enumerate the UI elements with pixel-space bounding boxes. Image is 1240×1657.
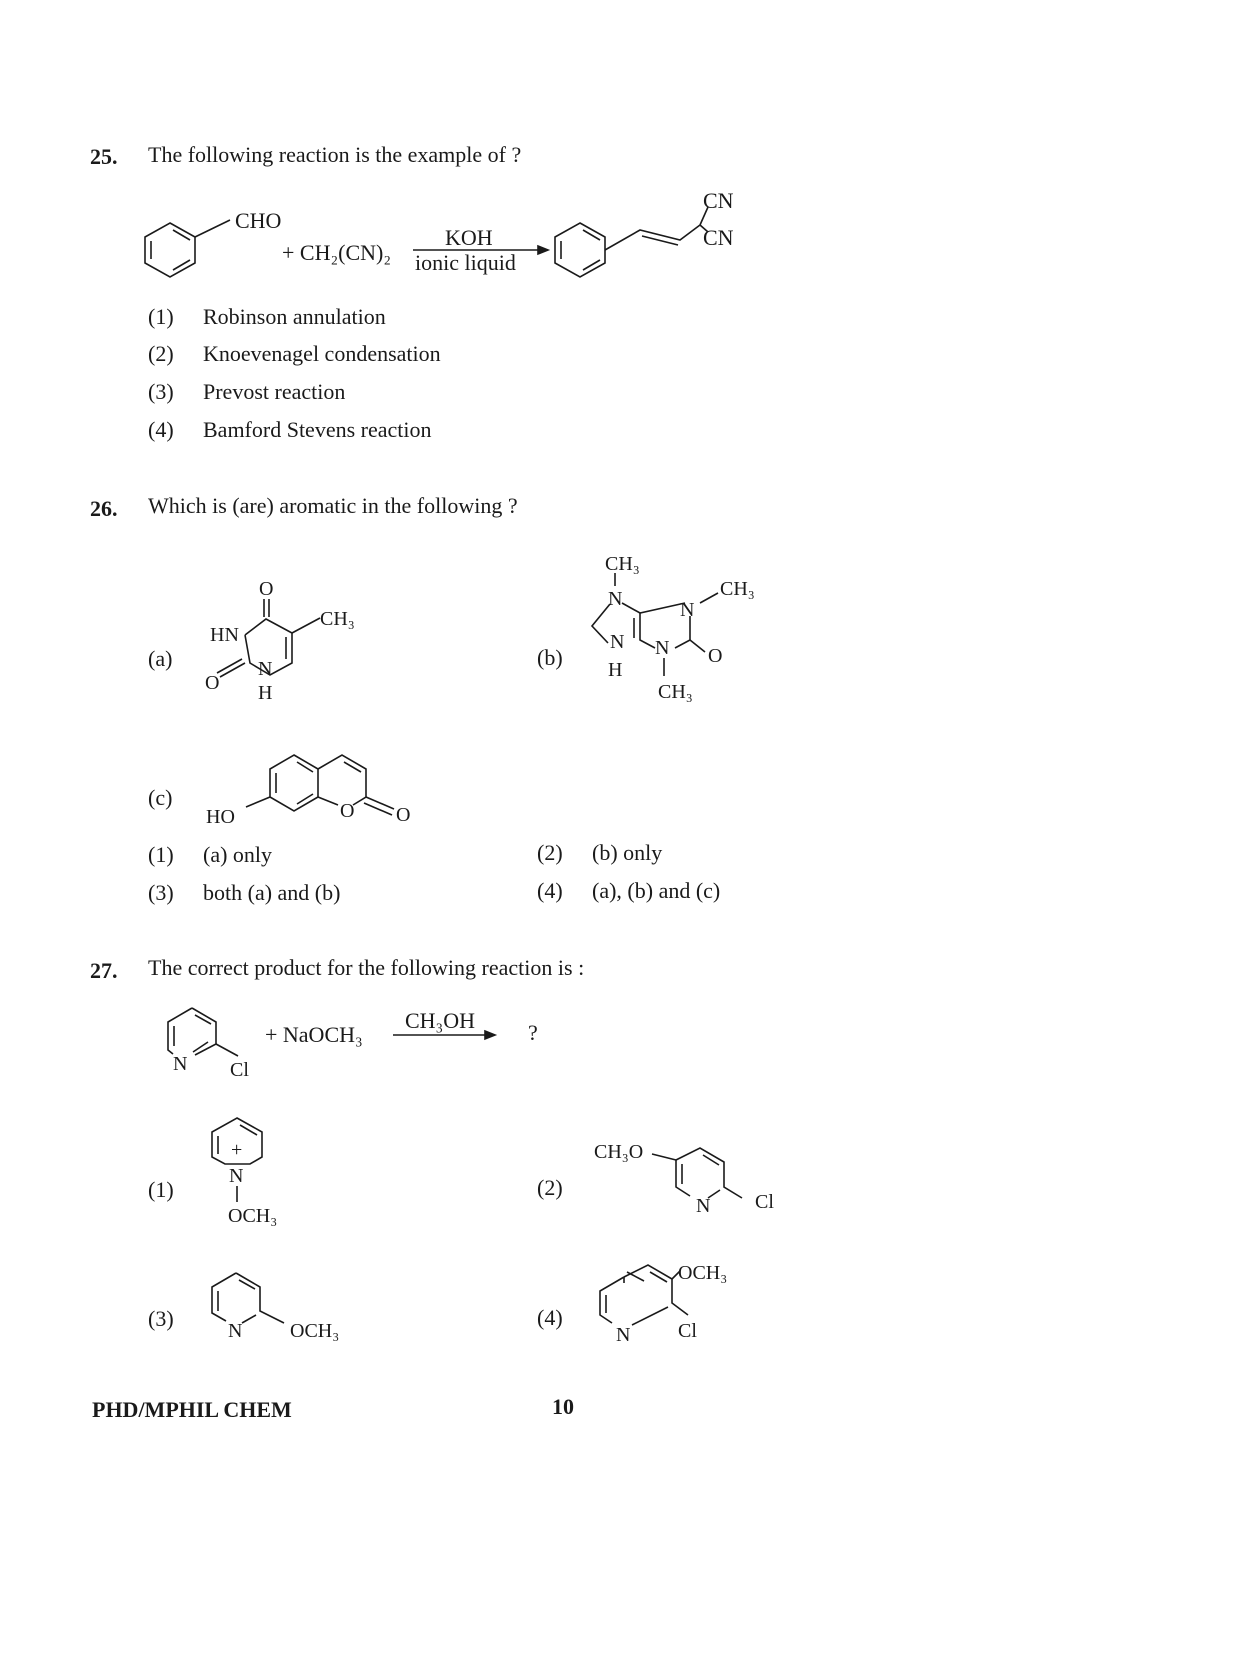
structure-label: (b) xyxy=(537,645,563,670)
atom-label: H xyxy=(258,682,273,704)
atom-label: Cl xyxy=(230,1059,249,1081)
option-label: (4) xyxy=(537,1305,563,1330)
atom-label: N xyxy=(608,588,623,610)
nitrile-group-top: CN xyxy=(703,188,734,213)
option-label: (2) xyxy=(537,1175,563,1200)
question-text: Which is (are) aromatic in the following ? xyxy=(148,493,518,518)
option-label: (2) xyxy=(537,840,563,865)
option-2-structure xyxy=(590,1132,790,1222)
option-text: Bamford Stevens reaction xyxy=(203,417,432,442)
atom-label: N xyxy=(228,1320,243,1342)
option-text: Robinson annulation xyxy=(203,304,386,329)
page-number: 10 xyxy=(552,1394,574,1419)
atom-label: O xyxy=(259,578,274,600)
atom-label: N xyxy=(610,631,625,653)
option-label: (4) xyxy=(537,878,563,903)
option-label: (2) xyxy=(148,341,174,366)
option-label: (4) xyxy=(148,417,174,442)
atom-label: O xyxy=(396,804,411,826)
atom-label: N xyxy=(680,599,695,621)
nitrile-group-bottom: CN xyxy=(703,225,734,250)
atom-label: N xyxy=(616,1324,631,1346)
atom-label: N xyxy=(655,637,670,659)
atom-label: + xyxy=(231,1139,243,1161)
option-1-structure xyxy=(200,1112,310,1232)
structure-b xyxy=(580,548,780,708)
atom-label: OCH₃ xyxy=(228,1205,278,1227)
atom-label: Cl xyxy=(755,1191,774,1213)
aldehyde-group: CHO xyxy=(235,208,282,233)
option-text: Knoevenagel condensation xyxy=(203,341,441,366)
option-text: (a), (b) and (c) xyxy=(592,878,721,903)
benzene-ring xyxy=(145,223,195,277)
arrow-head xyxy=(538,246,548,254)
arrow-above-text: CH₃OH xyxy=(405,1008,476,1033)
structure-a xyxy=(200,575,380,705)
reagent-text: + CH₂(CN)₂ xyxy=(282,240,392,265)
atom-label: N xyxy=(258,658,273,680)
option-label: (3) xyxy=(148,379,174,404)
atom-label: H xyxy=(608,659,623,681)
exam-code-footer: PHD/MPHIL CHEM xyxy=(92,1397,292,1422)
structure-label: (c) xyxy=(148,785,173,810)
structure-label: (a) xyxy=(148,646,173,671)
reagent-text: + NaOCH₃ xyxy=(265,1022,363,1047)
atom-label: CH₃ xyxy=(720,578,755,600)
arrow-above-text: KOH xyxy=(445,225,493,250)
atom-label: Cl xyxy=(678,1320,697,1342)
option-label: (3) xyxy=(148,1306,174,1331)
atom-label: O xyxy=(708,645,723,667)
option-text: (a) only xyxy=(203,842,273,867)
atom-label: HO xyxy=(206,806,235,828)
atom-label: N xyxy=(229,1165,244,1187)
atom-label: O xyxy=(205,672,220,694)
question-number: 27. xyxy=(90,958,118,983)
atom-label: CH₃ xyxy=(320,608,355,630)
option-4-structure xyxy=(590,1255,760,1350)
option-label: (3) xyxy=(148,880,174,905)
option-label: (1) xyxy=(148,1177,174,1202)
arrow-below-text: ionic liquid xyxy=(415,250,516,275)
atom-label: HN xyxy=(210,624,239,646)
question-text: The correct product for the following reaction is : xyxy=(148,955,585,980)
reaction-scheme-27 xyxy=(140,1000,560,1085)
atom-label: CH₃ xyxy=(658,681,693,703)
arrow-head xyxy=(485,1031,495,1039)
atom-label: OCH₃ xyxy=(290,1320,340,1342)
atom-label: CH₃ xyxy=(605,553,640,575)
option-text: (b) only xyxy=(592,840,663,865)
question-number: 25. xyxy=(90,144,118,169)
option-label: (1) xyxy=(148,842,174,867)
atom-label: N xyxy=(173,1053,188,1075)
product-placeholder: ? xyxy=(528,1020,538,1045)
atom-label: O xyxy=(340,800,355,822)
atom-label: N xyxy=(696,1195,711,1217)
question-text: The following reaction is the example of ? xyxy=(148,142,522,167)
product-benzene-ring xyxy=(555,223,605,277)
atom-label: CH₃O xyxy=(594,1141,644,1163)
reaction-scheme-25 xyxy=(140,185,760,290)
question-number: 26. xyxy=(90,496,118,521)
atom-label: OCH₃ xyxy=(678,1262,728,1284)
option-label: (1) xyxy=(148,304,174,329)
option-text: both (a) and (b) xyxy=(203,880,341,905)
option-text: Prevost reaction xyxy=(203,379,346,404)
structure-c xyxy=(200,745,430,835)
option-3-structure xyxy=(200,1265,360,1345)
